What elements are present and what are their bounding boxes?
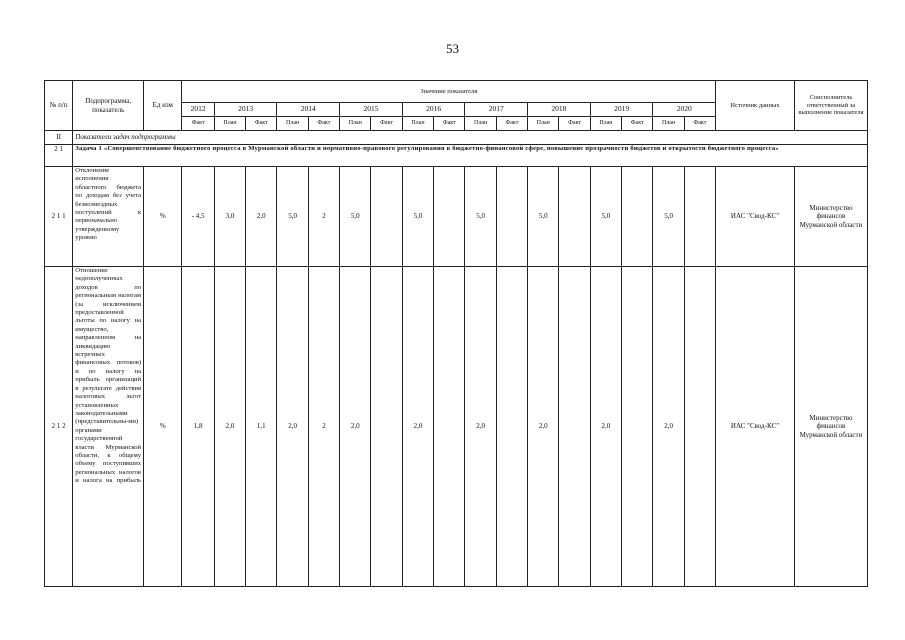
value-cell bbox=[622, 267, 653, 587]
value-cell: 5,0 bbox=[590, 167, 621, 267]
value-cell bbox=[371, 167, 402, 267]
value-cell bbox=[684, 267, 715, 587]
value-cell: 2,0 bbox=[528, 267, 559, 587]
year-2020: 2020 bbox=[653, 103, 716, 117]
value-cell bbox=[622, 167, 653, 267]
year-2016: 2016 bbox=[402, 103, 465, 117]
value-cell bbox=[434, 267, 465, 587]
subcol: Факт bbox=[684, 117, 715, 131]
value-cell: 1,8 bbox=[182, 267, 214, 587]
subcol: Факт bbox=[371, 117, 402, 131]
subcol: План bbox=[214, 117, 245, 131]
subcol: План bbox=[340, 117, 371, 131]
header-exec: Соисполнитель ответственный за выполнение показателя bbox=[794, 81, 867, 131]
header-num: № п/п bbox=[45, 81, 73, 131]
year-2014: 2014 bbox=[277, 103, 340, 117]
row-num: 2 1 1 bbox=[45, 167, 73, 267]
value-cell bbox=[496, 167, 527, 267]
row-name: Отношение недополученных доходов по региональным налогам (за исключением предоставленной льготы по налогу на имущество, направленном на ликвидацию встречных финансовых потоков) и по налогу на прибыль организаций в результате действия налоговых льгот установленных законодательными (представительны-ми) органами государственной власти Мурманской области, к общему объему поступивших региональных налогов и налога на прибыль bbox=[73, 267, 144, 587]
task-num: 2 1 bbox=[45, 145, 73, 167]
value-cell bbox=[496, 267, 527, 587]
value-cell bbox=[559, 167, 590, 267]
subcol: План bbox=[528, 117, 559, 131]
subcol: План bbox=[277, 117, 308, 131]
header-row-1 bbox=[45, 81, 868, 103]
section-row bbox=[45, 131, 868, 145]
subcol: План bbox=[653, 117, 684, 131]
value-cell: 1,1 bbox=[246, 267, 277, 587]
value-cell: 5,0 bbox=[465, 167, 496, 267]
value-cell bbox=[559, 267, 590, 587]
row-num: 2 1 2 bbox=[45, 267, 73, 587]
value-cell: 2 bbox=[308, 267, 339, 587]
subcol: План bbox=[402, 117, 433, 131]
value-cell: 5,0 bbox=[653, 167, 684, 267]
section-num: II bbox=[45, 131, 73, 145]
table-row bbox=[45, 167, 868, 267]
row-unit: % bbox=[144, 167, 182, 267]
row-unit: % bbox=[144, 267, 182, 587]
value-cell bbox=[371, 267, 402, 587]
indicator-table-wrap bbox=[44, 80, 868, 587]
subcol: Факт bbox=[434, 117, 465, 131]
indicator-table bbox=[44, 80, 868, 587]
value-cell: 2,0 bbox=[590, 267, 621, 587]
page-number: 53 bbox=[446, 41, 459, 56]
year-2017: 2017 bbox=[465, 103, 528, 117]
header-source: Источник данных bbox=[716, 81, 795, 131]
header-name: Подпрограмма, показатель bbox=[73, 81, 144, 131]
row-source: ИАС "Свод-КС" bbox=[716, 267, 795, 587]
value-cell: 2,0 bbox=[340, 267, 371, 587]
year-2018: 2018 bbox=[528, 103, 591, 117]
row-exec: Министерство финансов Мурманской области bbox=[794, 167, 867, 267]
subcol: Факт bbox=[182, 117, 214, 131]
task-row bbox=[45, 145, 868, 167]
value-cell: 5,0 bbox=[402, 167, 433, 267]
row-exec: Министерство финансов Мурманской области bbox=[794, 267, 867, 587]
value-cell: 2,0 bbox=[653, 267, 684, 587]
value-cell: 5,0 bbox=[340, 167, 371, 267]
value-cell: - 4,5 bbox=[182, 167, 214, 267]
value-cell: 2,0 bbox=[246, 167, 277, 267]
subcol: План bbox=[590, 117, 621, 131]
subcol: Факт bbox=[246, 117, 277, 131]
value-cell bbox=[434, 167, 465, 267]
value-cell: 5,0 bbox=[528, 167, 559, 267]
subcol: Факт bbox=[559, 117, 590, 131]
table-row bbox=[45, 267, 868, 587]
subcol: Факт bbox=[622, 117, 653, 131]
value-cell: 2,0 bbox=[214, 267, 245, 587]
value-cell: 3,0 bbox=[214, 167, 245, 267]
year-2015: 2015 bbox=[340, 103, 403, 117]
header-values: Значение показателя bbox=[182, 81, 716, 103]
value-cell bbox=[684, 167, 715, 267]
year-2019: 2019 bbox=[590, 103, 653, 117]
value-cell: 2,0 bbox=[402, 267, 433, 587]
header-unit: Ед изм bbox=[144, 81, 182, 131]
subcol: Факт bbox=[308, 117, 339, 131]
year-2013: 2013 bbox=[214, 103, 277, 117]
value-cell: 5,0 bbox=[277, 167, 308, 267]
task-text: Задача 1 «Совершенствование бюджетного процесса в Мурманской области и нормативно-правового регулирования в бюджетно-финансовой сфере, повышение прозрачности бюджетов и открытости бюджетного процесса» bbox=[73, 145, 868, 167]
year-2012: 2012 bbox=[182, 103, 214, 117]
row-source: ИАС "Свод-КС" bbox=[716, 167, 795, 267]
value-cell: 2 bbox=[308, 167, 339, 267]
value-cell: 2,0 bbox=[277, 267, 308, 587]
row-name: Отклонение исполнения областного бюджета по доходам без учета безвозмездных поступлений к первоначально утвержденному уровню bbox=[73, 167, 144, 267]
subcol: Факт bbox=[496, 117, 527, 131]
subcol: План bbox=[465, 117, 496, 131]
value-cell: 2,0 bbox=[465, 267, 496, 587]
section-title: Показатели задач подпрограммы bbox=[73, 131, 868, 145]
